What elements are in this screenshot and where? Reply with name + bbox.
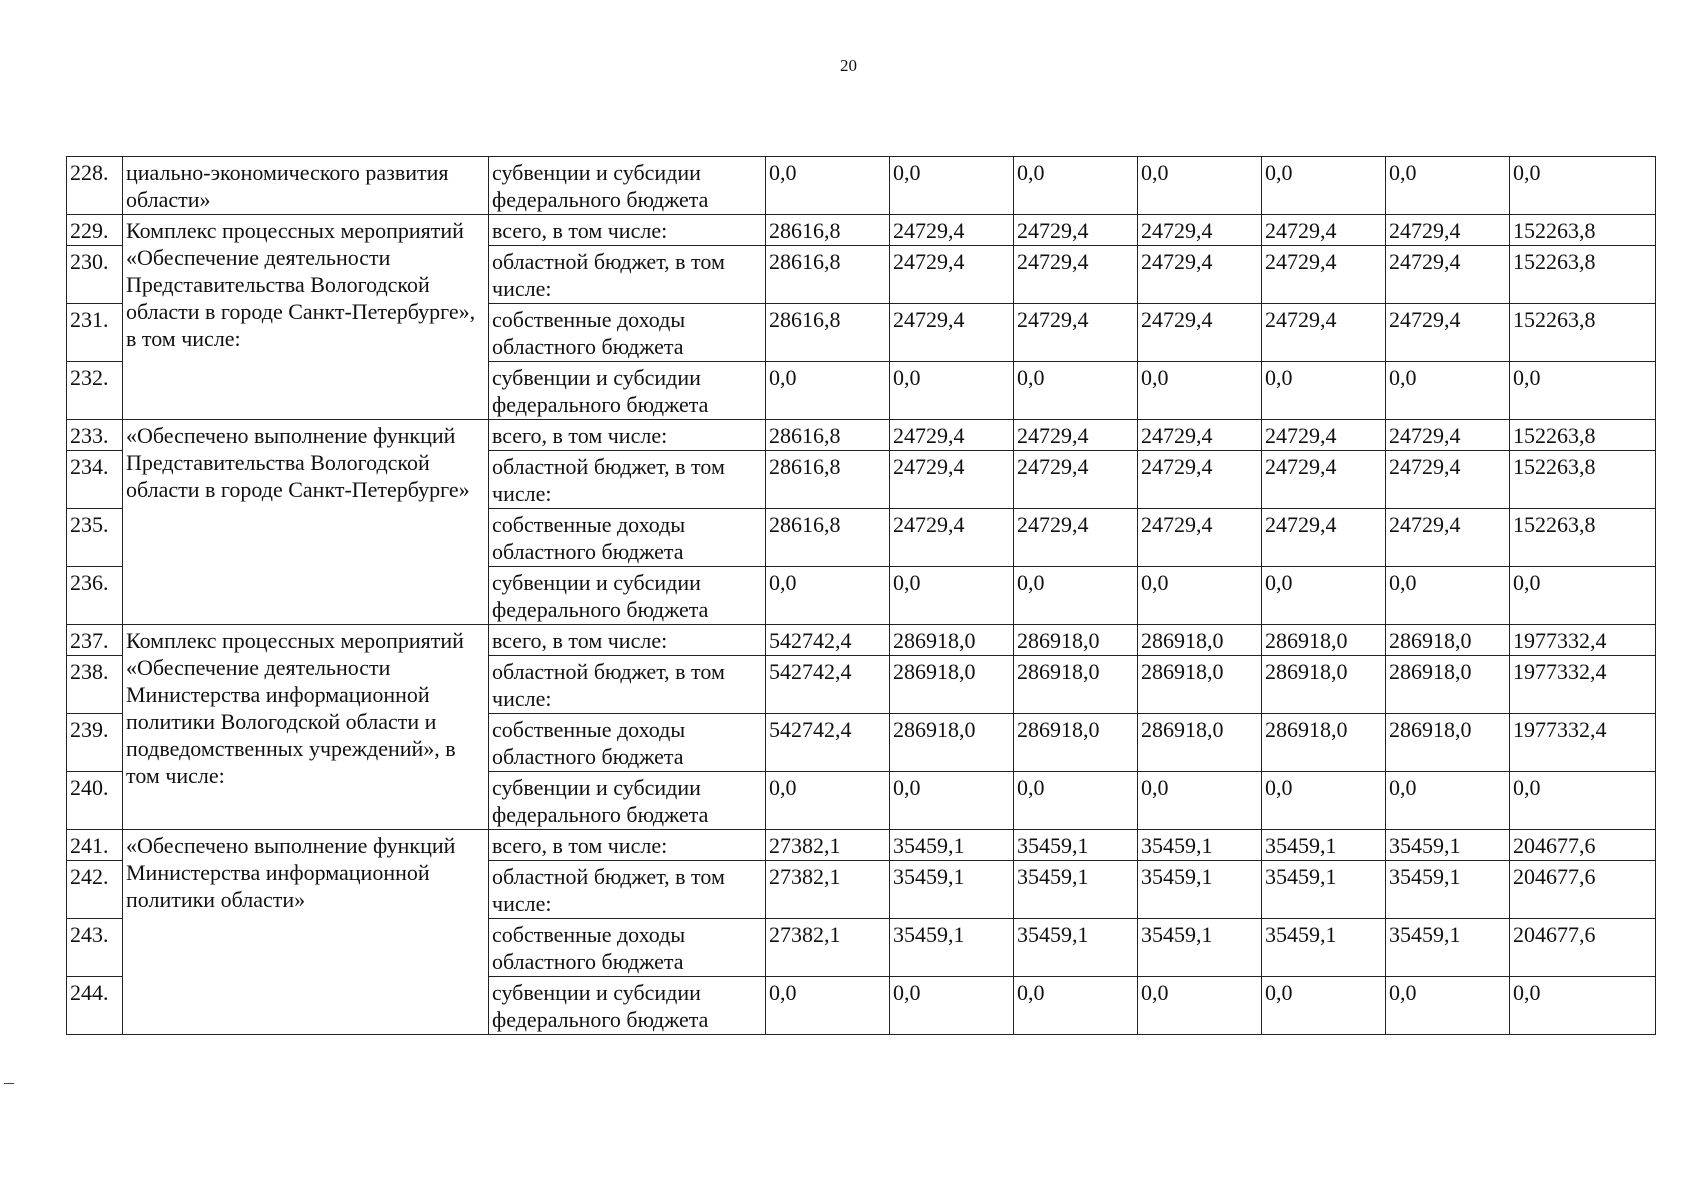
value-cell: 35459,1 (1386, 861, 1510, 919)
value-cell: 24729,4 (1014, 215, 1138, 246)
funding-source: всего, в том числе: (489, 625, 766, 656)
value-cell: 24729,4 (1262, 304, 1386, 362)
value-cell: 35459,1 (890, 861, 1014, 919)
value-cell: 0,0 (1386, 977, 1510, 1035)
value-cell: 0,0 (890, 157, 1014, 215)
page-number: 20 (840, 56, 857, 75)
table-row (67, 420, 1656, 451)
value-total: 1977332,4 (1510, 625, 1656, 656)
value-cell: 24729,4 (1138, 304, 1262, 362)
value-cell: 24729,4 (1262, 246, 1386, 304)
value-cell: 286918,0 (1138, 714, 1262, 772)
measure-name: «Обеспечено выполнение функций Представительства Вологодской области в городе Санкт-Петербурге» (123, 420, 489, 625)
value-cell: 0,0 (1138, 157, 1262, 215)
value-cell: 0,0 (890, 362, 1014, 420)
row-number: 229. (67, 215, 123, 246)
funding-source: собственные доходы областного бюджета (489, 304, 766, 362)
value-cell: 35459,1 (1138, 830, 1262, 861)
value-cell: 35459,1 (890, 830, 1014, 861)
funding-source: субвенции и субсидии федерального бюджета (489, 567, 766, 625)
value-cell: 24729,4 (1138, 246, 1262, 304)
budget-table-body (67, 157, 1656, 1035)
value-cell: 542742,4 (766, 625, 890, 656)
value-cell: 27382,1 (766, 919, 890, 977)
funding-source: всего, в том числе: (489, 420, 766, 451)
row-number: 235. (67, 509, 123, 567)
value-cell: 35459,1 (1138, 919, 1262, 977)
value-total: 0,0 (1510, 567, 1656, 625)
value-cell: 28616,8 (766, 246, 890, 304)
value-cell: 35459,1 (1014, 861, 1138, 919)
value-total: 152263,8 (1510, 246, 1656, 304)
value-cell: 286918,0 (1014, 714, 1138, 772)
value-cell: 286918,0 (1386, 625, 1510, 656)
value-cell: 0,0 (766, 977, 890, 1035)
value-cell: 27382,1 (766, 830, 890, 861)
value-cell: 0,0 (766, 157, 890, 215)
value-cell: 0,0 (1262, 567, 1386, 625)
value-cell: 0,0 (1014, 157, 1138, 215)
row-number: 236. (67, 567, 123, 625)
value-cell: 0,0 (1386, 157, 1510, 215)
value-cell: 0,0 (1014, 567, 1138, 625)
value-cell: 24729,4 (1014, 451, 1138, 509)
value-cell: 35459,1 (1386, 830, 1510, 861)
table-row (67, 157, 1656, 215)
row-number: 228. (67, 157, 123, 215)
value-cell: 0,0 (1386, 362, 1510, 420)
value-cell: 24729,4 (1386, 246, 1510, 304)
row-number: 241. (67, 830, 123, 861)
value-cell: 24729,4 (1262, 509, 1386, 567)
row-number: 232. (67, 362, 123, 420)
value-cell: 24729,4 (1262, 420, 1386, 451)
value-cell: 0,0 (1138, 362, 1262, 420)
funding-source: субвенции и субсидии федерального бюджета (489, 362, 766, 420)
value-total: 204677,6 (1510, 861, 1656, 919)
value-cell: 24729,4 (1014, 304, 1138, 362)
funding-source: собственные доходы областного бюджета (489, 714, 766, 772)
value-cell: 27382,1 (766, 861, 890, 919)
value-cell: 24729,4 (1386, 215, 1510, 246)
row-number: 230. (67, 246, 123, 304)
value-cell: 0,0 (1262, 362, 1386, 420)
value-total: 152263,8 (1510, 304, 1656, 362)
value-cell: 35459,1 (1262, 919, 1386, 977)
value-total: 152263,8 (1510, 420, 1656, 451)
funding-source: областной бюджет, в том числе: (489, 861, 766, 919)
row-number: 239. (67, 714, 123, 772)
margin-mark (4, 1083, 14, 1084)
value-cell: 35459,1 (890, 919, 1014, 977)
value-cell: 286918,0 (1262, 656, 1386, 714)
value-cell: 24729,4 (1138, 509, 1262, 567)
value-cell: 24729,4 (890, 509, 1014, 567)
funding-source: субвенции и субсидии федерального бюджета (489, 977, 766, 1035)
value-cell: 286918,0 (890, 714, 1014, 772)
value-total: 1977332,4 (1510, 656, 1656, 714)
budget-table (66, 156, 1656, 1035)
value-cell: 286918,0 (1014, 625, 1138, 656)
value-cell: 0,0 (1138, 567, 1262, 625)
value-cell: 0,0 (1138, 977, 1262, 1035)
value-cell: 0,0 (766, 362, 890, 420)
table-row (67, 830, 1656, 861)
value-total: 0,0 (1510, 772, 1656, 830)
row-number: 237. (67, 625, 123, 656)
value-cell: 542742,4 (766, 714, 890, 772)
value-cell: 542742,4 (766, 656, 890, 714)
row-number: 233. (67, 420, 123, 451)
value-cell: 286918,0 (890, 625, 1014, 656)
value-cell: 0,0 (1014, 772, 1138, 830)
value-cell: 24729,4 (1014, 420, 1138, 451)
value-cell: 0,0 (1262, 157, 1386, 215)
row-number: 240. (67, 772, 123, 830)
funding-source: всего, в том числе: (489, 830, 766, 861)
value-cell: 24729,4 (1262, 215, 1386, 246)
value-cell: 24729,4 (1262, 451, 1386, 509)
value-cell: 35459,1 (1386, 919, 1510, 977)
value-cell: 24729,4 (1014, 246, 1138, 304)
value-cell: 0,0 (890, 567, 1014, 625)
funding-source: собственные доходы областного бюджета (489, 919, 766, 977)
value-total: 204677,6 (1510, 830, 1656, 861)
value-cell: 286918,0 (1262, 625, 1386, 656)
value-cell: 286918,0 (1138, 656, 1262, 714)
value-total: 0,0 (1510, 157, 1656, 215)
value-cell: 286918,0 (1138, 625, 1262, 656)
row-number: 243. (67, 919, 123, 977)
value-cell: 24729,4 (1386, 420, 1510, 451)
funding-source: областной бюджет, в том числе: (489, 451, 766, 509)
value-cell: 35459,1 (1262, 861, 1386, 919)
value-cell: 0,0 (1262, 977, 1386, 1035)
value-cell: 0,0 (1014, 362, 1138, 420)
value-cell: 24729,4 (1014, 509, 1138, 567)
value-cell: 24729,4 (1138, 420, 1262, 451)
value-cell: 24729,4 (890, 420, 1014, 451)
measure-name: циально-экономического развития области» (123, 157, 489, 215)
value-total: 152263,8 (1510, 451, 1656, 509)
row-number: 242. (67, 861, 123, 919)
value-cell: 0,0 (890, 772, 1014, 830)
value-total: 204677,6 (1510, 919, 1656, 977)
value-total: 0,0 (1510, 362, 1656, 420)
value-cell: 35459,1 (1262, 830, 1386, 861)
value-cell: 24729,4 (890, 451, 1014, 509)
value-total: 152263,8 (1510, 215, 1656, 246)
value-cell: 0,0 (766, 772, 890, 830)
value-cell: 28616,8 (766, 420, 890, 451)
value-cell: 0,0 (1386, 772, 1510, 830)
value-cell: 0,0 (1014, 977, 1138, 1035)
value-cell: 24729,4 (1138, 451, 1262, 509)
value-cell: 0,0 (1386, 567, 1510, 625)
funding-source: субвенции и субсидии федерального бюджета (489, 157, 766, 215)
value-cell: 0,0 (890, 977, 1014, 1035)
value-cell: 24729,4 (890, 246, 1014, 304)
value-total: 1977332,4 (1510, 714, 1656, 772)
value-total: 0,0 (1510, 977, 1656, 1035)
value-cell: 24729,4 (890, 304, 1014, 362)
value-cell: 28616,8 (766, 304, 890, 362)
measure-name: Комплекс процессных мероприятий «Обеспечение деятельности Министерства информационной политики Вологодской области и подведомственных учреждений», в том числе: (123, 625, 489, 830)
value-cell: 24729,4 (1138, 215, 1262, 246)
value-cell: 24729,4 (1386, 509, 1510, 567)
value-cell: 24729,4 (890, 215, 1014, 246)
row-number: 244. (67, 977, 123, 1035)
value-cell: 28616,8 (766, 509, 890, 567)
measure-name: «Обеспечено выполнение функций Министерства информационной политики области» (123, 830, 489, 1035)
value-cell: 35459,1 (1138, 861, 1262, 919)
row-number: 234. (67, 451, 123, 509)
value-cell: 0,0 (1138, 772, 1262, 830)
value-cell: 35459,1 (1014, 919, 1138, 977)
measure-name: Комплекс процессных мероприятий «Обеспечение деятельности Представительства Вологодской области в городе Санкт-Петербурге», в том числе: (123, 215, 489, 420)
value-cell: 286918,0 (890, 656, 1014, 714)
funding-source: собственные доходы областного бюджета (489, 509, 766, 567)
value-cell: 286918,0 (1386, 714, 1510, 772)
value-cell: 28616,8 (766, 215, 890, 246)
value-cell: 35459,1 (1014, 830, 1138, 861)
table-row (67, 215, 1656, 246)
value-cell: 28616,8 (766, 451, 890, 509)
value-cell: 0,0 (1262, 772, 1386, 830)
value-cell: 286918,0 (1262, 714, 1386, 772)
row-number: 238. (67, 656, 123, 714)
value-total: 152263,8 (1510, 509, 1656, 567)
value-cell: 24729,4 (1386, 304, 1510, 362)
value-cell: 0,0 (766, 567, 890, 625)
value-cell: 286918,0 (1014, 656, 1138, 714)
table-row (67, 625, 1656, 656)
value-cell: 24729,4 (1386, 451, 1510, 509)
value-cell: 286918,0 (1386, 656, 1510, 714)
funding-source: областной бюджет, в том числе: (489, 246, 766, 304)
row-number: 231. (67, 304, 123, 362)
funding-source: областной бюджет, в том числе: (489, 656, 766, 714)
funding-source: всего, в том числе: (489, 215, 766, 246)
funding-source: субвенции и субсидии федерального бюджета (489, 772, 766, 830)
